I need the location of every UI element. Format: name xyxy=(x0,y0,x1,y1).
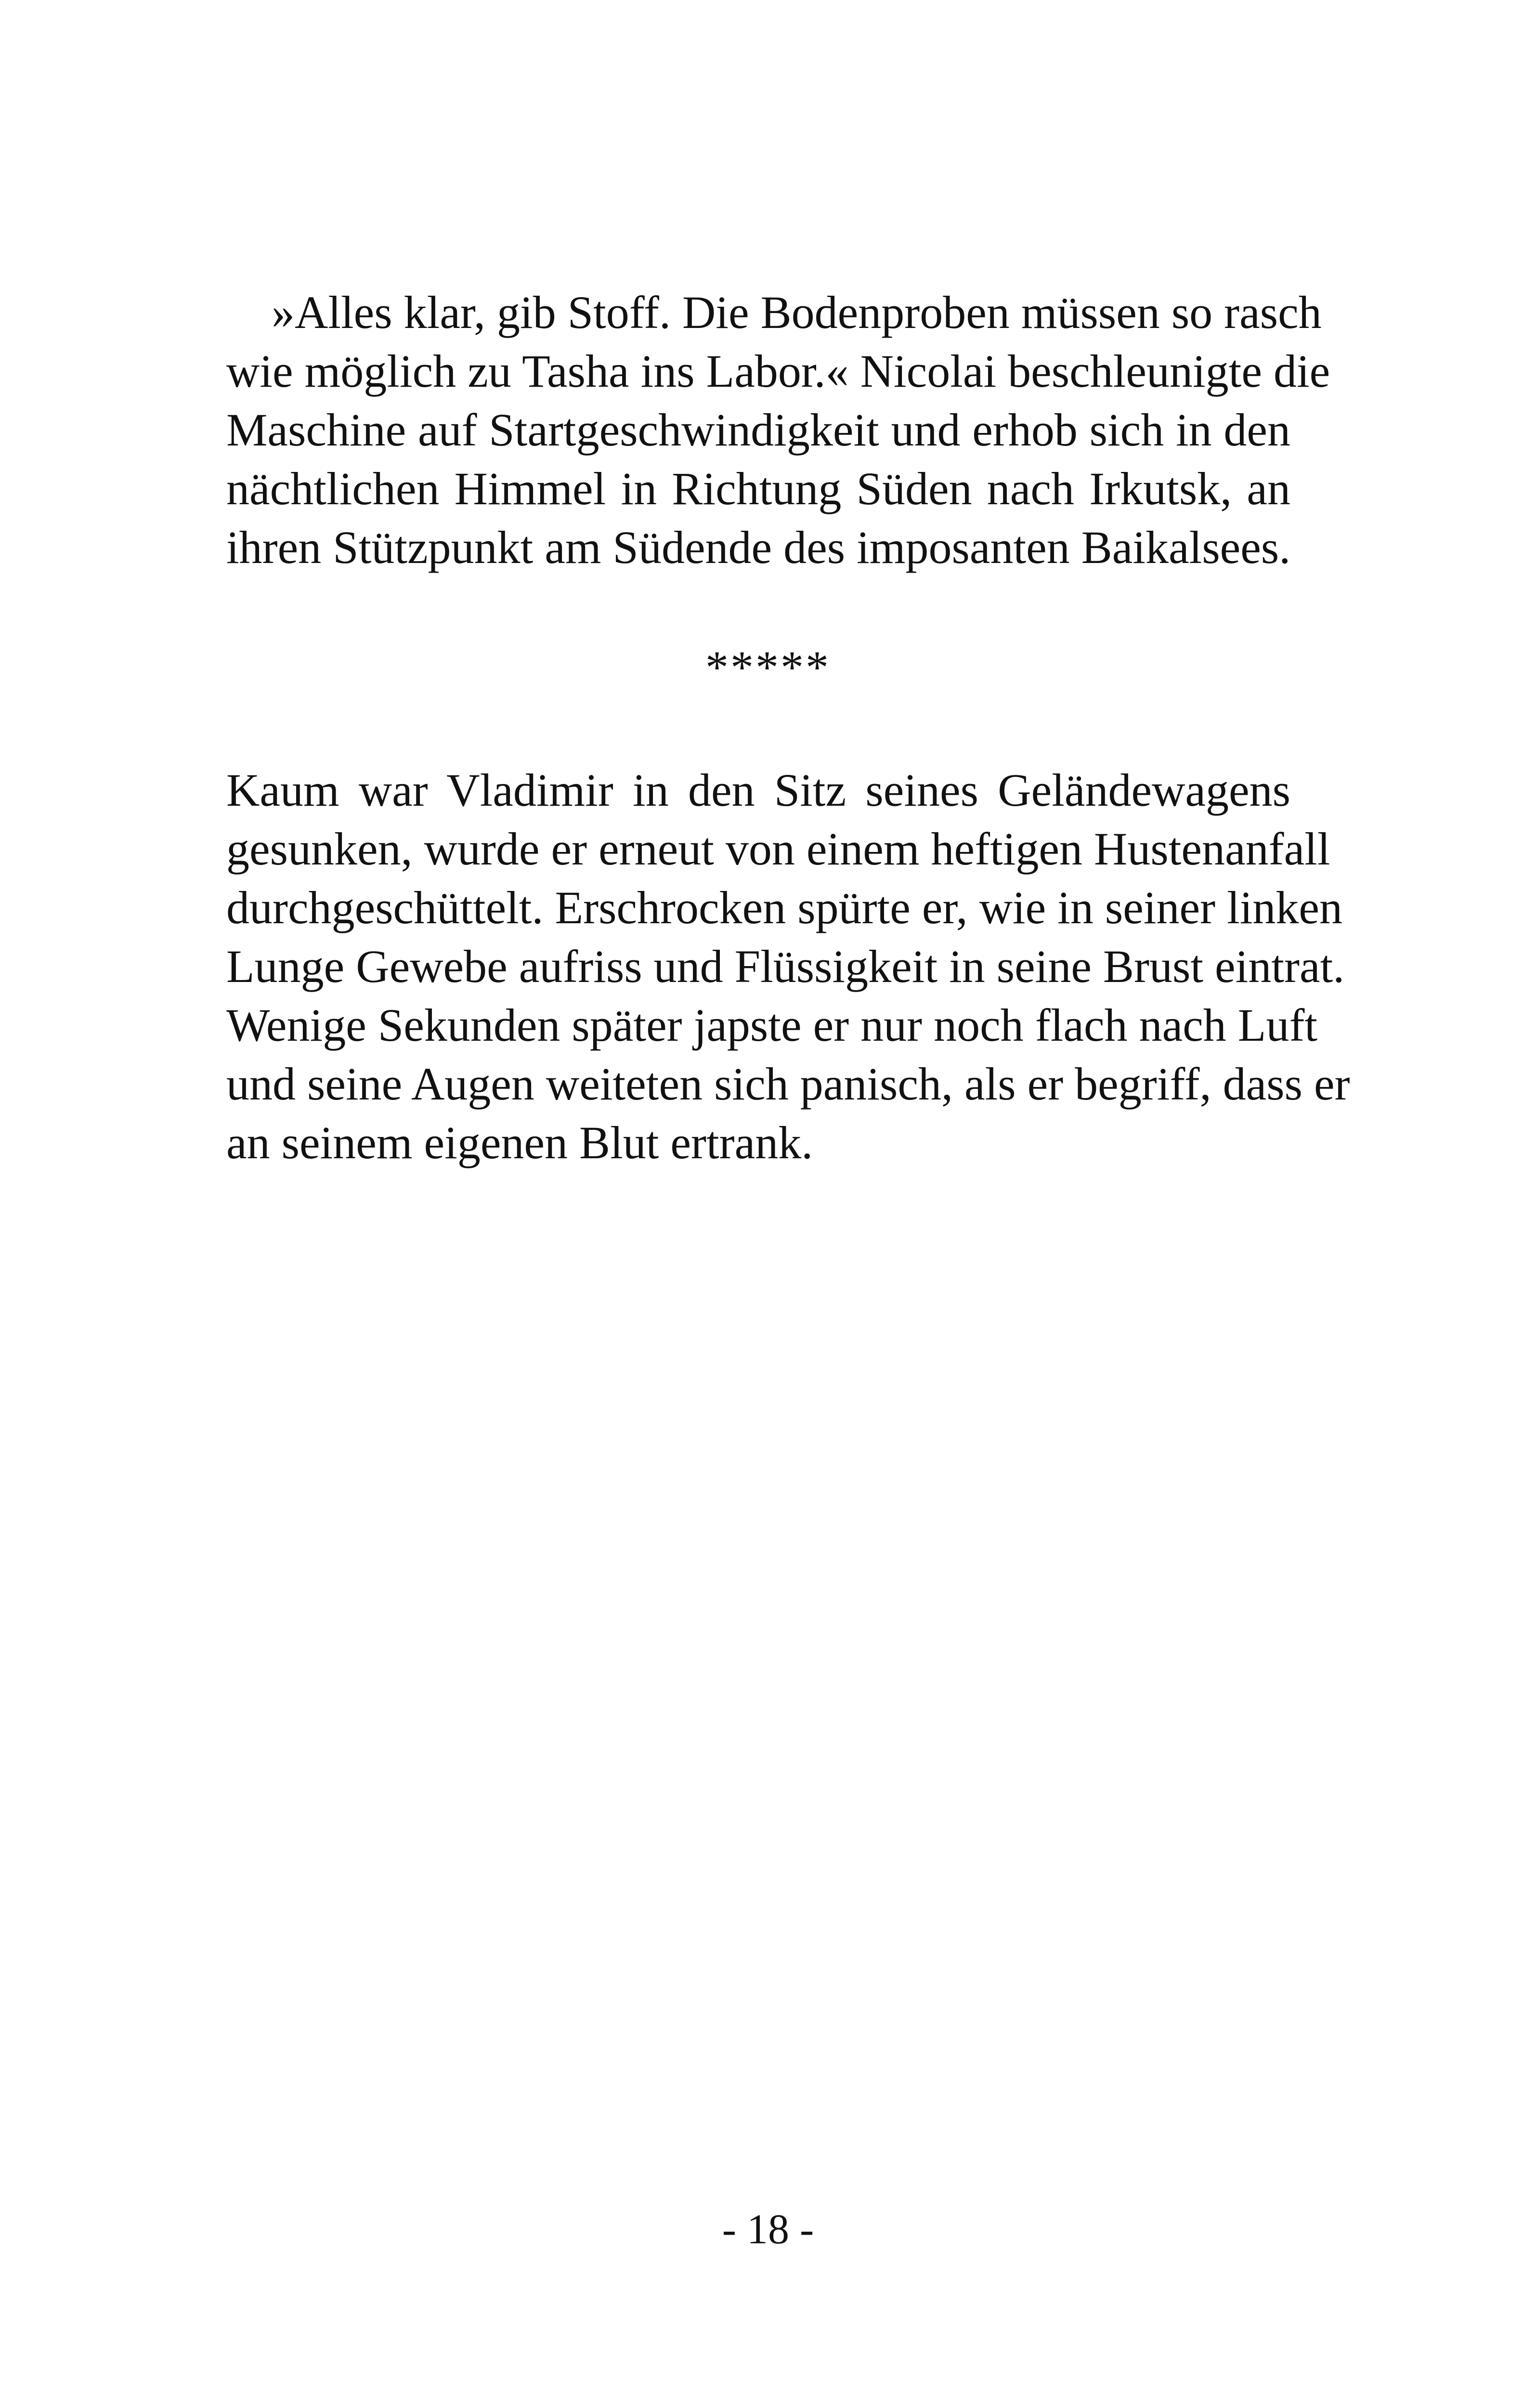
page-number: - 18 - xyxy=(722,2206,814,2253)
paragraph-dialogue xyxy=(226,283,1330,577)
paragraph-line: Lunge Gewebe aufriss und Flüssigkeit in seine Brust eintrat. xyxy=(226,941,1345,992)
paragraph-narrative xyxy=(226,761,1350,1172)
paragraph-line: »Alles klar, gib Stoff. Die Bodenproben müssen so rasch xyxy=(272,287,1322,338)
paragraph-line: ihren Stützpunkt am Südende des imposanten Baikalsees. xyxy=(226,522,1291,573)
paragraph-line: gesunken, wurde er erneut von einem heftigen Hustenanfall xyxy=(226,823,1330,875)
section-separator: ***** xyxy=(705,641,831,693)
paragraph-line: Kaum war Vladimir in den Sitz seines Geländewagens xyxy=(226,764,1290,816)
paragraph-line: wie möglich zu Tasha ins Labor.« Nicolai beschleunigte die xyxy=(226,345,1330,397)
paragraph-line: nächtlichen Himmel in Richtung Süden nach Irkutsk, an xyxy=(226,463,1290,514)
paragraph-line: an seinem eigenen Blut ertrank. xyxy=(226,1117,813,1168)
paragraph-line: Wenige Sekunden später japste er nur noch flach nach Luft xyxy=(226,999,1318,1051)
paragraph-line: durchgeschüttelt. Erschrocken spürte er, wie in seiner linken xyxy=(226,882,1343,933)
paragraph-line: und seine Augen weiteten sich panisch, als er begriff, dass er xyxy=(226,1058,1350,1110)
paragraph-line: Maschine auf Startgeschwindigkeit und erhob sich in den xyxy=(226,404,1290,456)
